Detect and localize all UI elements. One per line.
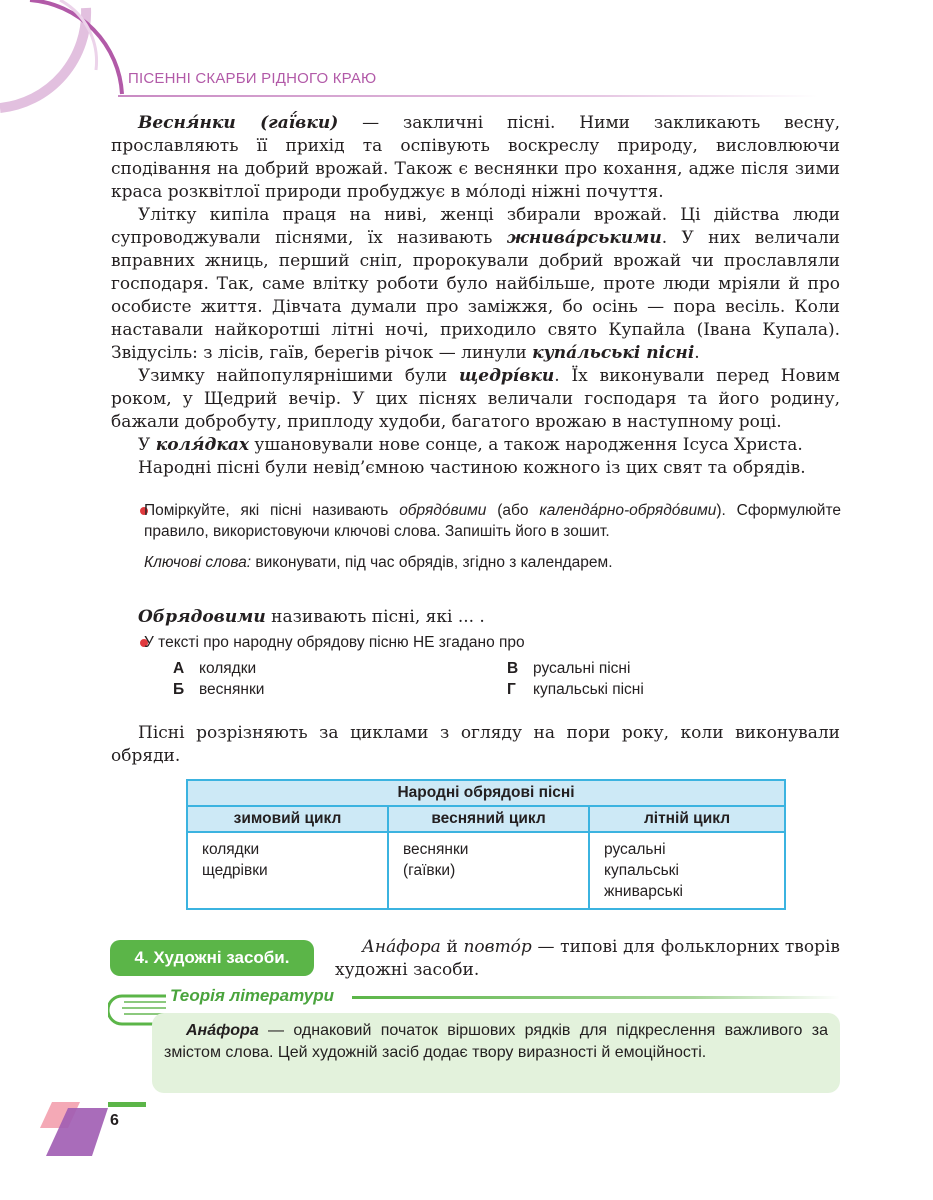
- term-zhnyvarski: жнива́рськими: [506, 228, 662, 248]
- header-winter: зимовий цикл: [187, 806, 388, 832]
- paragraph-summer: Улітку кипіла праця на ниві, женці збирали врожай. Ці дійства люди супроводжували піснями, їх називають жнива́рськими. У них величали вправних жниць, перший сніп, пророкували добрий врожай чи прославляли господаря. Так, саме влітку роботи було найбільше, проте люди мріяли й про особисте життя. Дівчата думали про заміжжя, бо осінь — пора весіль. Коли наставали найкоротші літні ночі, приходило свято Купайла (Івана Купала). Звідусіль: з лісів, гаїв, берегів річок — линули купа́льські пісні.: [111, 205, 840, 363]
- answers-col-left: [173, 658, 264, 700]
- section-label: 4. Художні засоби.: [110, 940, 314, 976]
- answer-g[interactable]: Г купальські пісні: [507, 681, 644, 698]
- answers-col-right: [507, 658, 644, 700]
- task-ritual-songs: [144, 500, 841, 573]
- section-intro: Ана́фора й повто́р — типові для фольклорних творів художні засоби.: [335, 937, 841, 980]
- cycles-intro: Пісні розрізняють за циклами з огляду на пори року, коли виконували обряди.: [111, 723, 840, 766]
- term-shchedrivky: щедрі́вки: [458, 366, 555, 386]
- main-text: [111, 112, 840, 480]
- footer-decoration: [38, 1098, 148, 1160]
- theory-rule: [352, 996, 840, 999]
- term-kupalski: купа́льські пісні: [532, 343, 695, 363]
- task-question: Поміркуйте, які пісні називають обрядо́вими (або календа́рно-обрядо́вими). Сформулюйте правило, використовуючи ключові слова. Запишіть його в зошит.: [144, 502, 841, 540]
- answer-v[interactable]: В русальні пісні: [507, 660, 631, 677]
- paragraph-winter: Узимку найпопулярнішими були щедрі́вки. Їх виконували перед Новим роком, у Щедрий вечір. У цих піснях величали господаря та його родину, бажали добробуту, приплоду худоби, багатого врожаю в наступному році.: [111, 366, 840, 432]
- running-header: ПІСЕННІ СКАРБИ РІДНОГО КРАЮ: [128, 70, 377, 87]
- cell-summer: русальні купальські жниварські: [589, 832, 785, 909]
- ritual-songs-table: [186, 779, 786, 910]
- term-koliadky: коля́дках: [155, 435, 249, 455]
- table-title: Народні обрядові пісні: [187, 780, 785, 806]
- cell-spring: веснянки (гаївки): [388, 832, 589, 909]
- answer-b[interactable]: Б веснянки: [173, 681, 265, 698]
- cell-winter: колядки щедрівки: [187, 832, 388, 909]
- keywords: Ключові слова: виконувати, під час обрядів, згідно з календарем.: [144, 554, 613, 571]
- page-number: 6: [110, 1112, 119, 1129]
- header-decoration: [0, 0, 140, 130]
- term-vesnianky: Весня́нки (гаї́вки): [138, 113, 339, 133]
- theory-definition: Ана́фора — однаковий початок віршових рядків для підкреслення важливого за змістом слова. Цей художній засіб додає твору виразності й емоційності.: [164, 1022, 828, 1061]
- paragraph-vesnianky: Весня́нки (гаї́вки) — закличні пісні. Ними закликають весну, прославляють її прихід та оспівують воскреслу природу, висловлюючи сподівання на добрий врожай. Також є веснянки про кохання, адже після зими краса розквітлої природи пробуджує в мо́лоді ніжні почуття.: [111, 113, 840, 202]
- paragraph-koliadky: У коля́дках ушановували нове сонце, а також народження Ісуса Христа.: [138, 435, 803, 455]
- header-rule: [118, 95, 818, 97]
- rule-line: Обрядовими називають пісні, які ... .: [138, 607, 485, 627]
- paragraph-conclusion: Народні пісні були невід’ємною частиною кожного із цих свят та обрядів.: [138, 458, 806, 478]
- header-spring: весняний цикл: [388, 806, 589, 832]
- task-not-mentioned: У тексті про народну обрядову пісню НЕ згадано про: [144, 634, 525, 651]
- header-summer: літній цикл: [589, 806, 785, 832]
- theory-label: Теорія літератури: [170, 986, 335, 1005]
- answer-a[interactable]: А колядки: [173, 660, 257, 677]
